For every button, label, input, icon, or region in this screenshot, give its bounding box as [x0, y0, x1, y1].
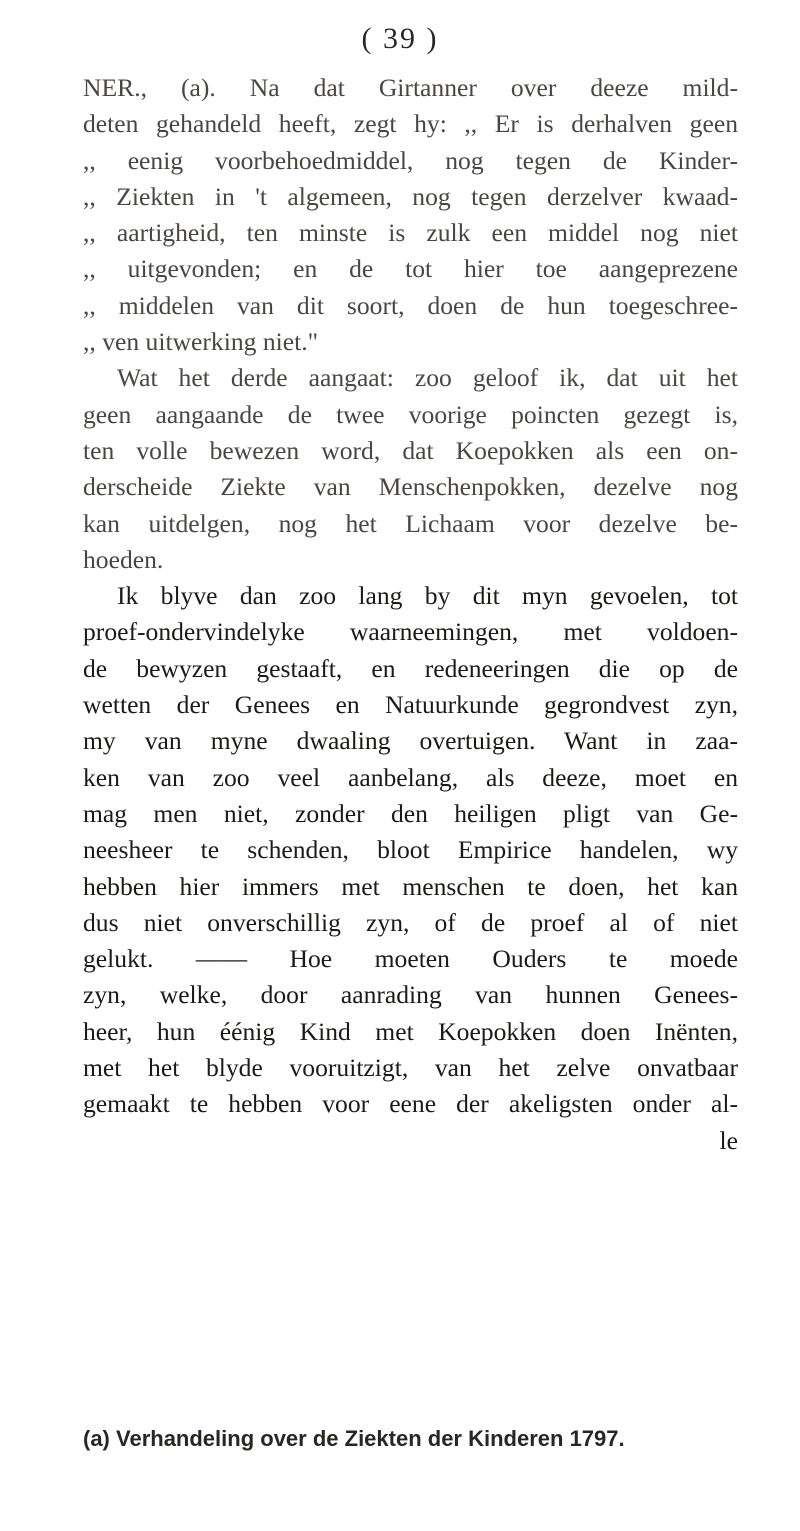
body-text	[83, 70, 738, 1159]
text-line: ,, ven uitwerking niet."	[83, 327, 319, 357]
text-line: heer, hun éénig Kind met Koepokken doen Inënten,	[83, 1016, 738, 1046]
text-line: gemaakt te hebben voor eene der akeligsten onder al-	[83, 1089, 738, 1119]
text-line: my van myne dwaaling overtuigen. Want in zaa-	[83, 726, 738, 756]
text-line: ken van zoo veel aanbelang, als deeze, moet en	[83, 762, 738, 792]
text-line: derscheide Ziekte van Menschenpokken, dezelve nog	[83, 472, 738, 502]
text-line: deten gehandeld heeft, zegt hy: ,, Er is derhalven geen	[83, 109, 738, 139]
text-line: geen aangaande de twee voorige poincten gezegt is,	[83, 399, 738, 429]
text-line: le	[719, 1125, 738, 1155]
text-line: ,, Ziekten in 't algemeen, nog tegen derzelver kwaad-	[83, 181, 738, 211]
text-line: Wat het derde aangaat: zoo geloof ik, dat uit het	[117, 363, 738, 393]
text-line: NER., (a). Na dat Girtanner over deeze mild-	[83, 73, 738, 102]
page-number: ( 39 )	[361, 22, 439, 55]
text-line: de bewyzen gestaaft, en redeneeringen die op de	[83, 653, 738, 683]
text-line: ,, uitgevonden; en de tot hier toe aangeprezene	[83, 254, 738, 284]
text-line: zyn, welke, door aanrading van hunnen Genees-	[83, 980, 738, 1010]
text-line: proef-ondervindelyke waarneemingen, met voldoen-	[83, 617, 738, 647]
text-line: ten volle bewezen word, dat Koepokken als een on-	[83, 435, 738, 465]
text-line: Ik blyve dan zoo lang by dit myn gevoelen, tot	[117, 581, 738, 611]
text-line: ,, eenig voorbehoedmiddel, nog tegen de Kinder-	[83, 145, 738, 175]
text-line: dus niet onverschillig zyn, of de proef al of niet	[83, 907, 738, 937]
text-line: hoeden.	[83, 544, 164, 574]
text-line: neesheer te schenden, bloot Empirice handelen, wy	[83, 835, 738, 865]
text-line: hebben hier immers met menschen te doen, het kan	[83, 871, 738, 901]
text-line: kan uitdelgen, nog het Lichaam voor dezelve be-	[83, 508, 738, 538]
text-line: ,, middelen van dit soort, doen de hun toegeschree-	[83, 290, 738, 320]
footnote: (a) Verhandeling over de Ziekten der Kinderen 1797.	[83, 1426, 625, 1451]
text-line: gelukt. —— Hoe moeten Ouders te moede	[83, 944, 738, 974]
text-line: wetten der Genees en Natuurkunde gegrondvest zyn,	[83, 690, 738, 720]
text-line: met het blyde vooruitzigt, van het zelve onvatbaar	[83, 1053, 738, 1083]
text-line: ,, aartigheid, ten minste is zulk een middel nog niet	[83, 218, 738, 248]
text-line: mag men niet, zonder den heiligen pligt van Ge-	[83, 798, 738, 828]
